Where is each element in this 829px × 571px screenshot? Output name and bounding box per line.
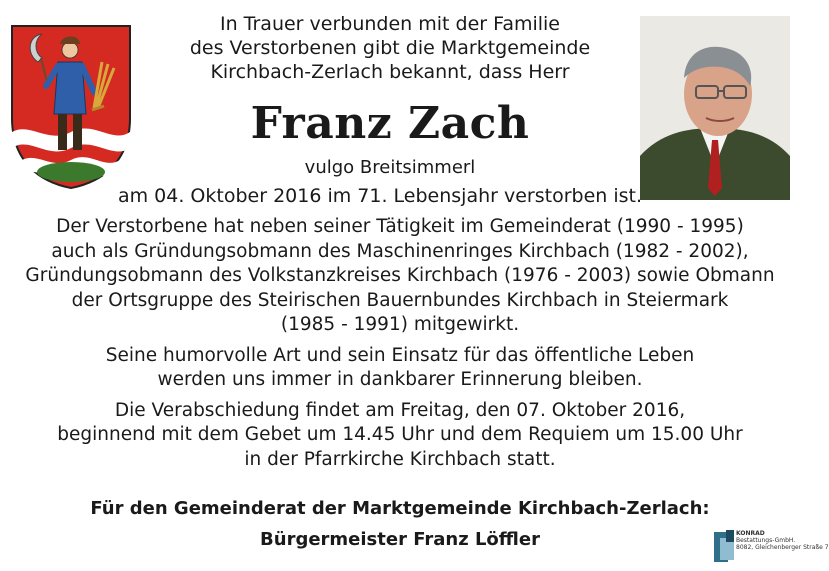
- signature-mayor: Bürgermeister Franz Löffler: [260, 529, 540, 550]
- paragraph-funeral: [10, 399, 790, 473]
- text-line: Der Verstorbene hat neben seiner Tätigkeit im Gemeinderat (1990 - 1995): [56, 216, 744, 237]
- intro-line: Kirchbach-Zerlach bekannt, dass Herr: [210, 61, 570, 83]
- text-line: der Ortsgruppe des Steirischen Bauernbundes Kirchbach in Steiermark: [71, 289, 729, 311]
- text-line: Seine humorvolle Art und sein Einsatz für das öffentliche Leben: [105, 344, 695, 366]
- intro-line: des Verstorbenen gibt die Marktgemeinde: [189, 37, 591, 59]
- signature-council: Für den Gemeinderat der Marktgemeinde Kirchbach-Zerlach:: [90, 498, 710, 519]
- vulgo-name: vulgo Breitsimmerl: [304, 157, 476, 178]
- paragraph-remembrance: [10, 344, 790, 393]
- text-line: auch als Gründungsobmann des Maschinenringes Kirchbach (1982 - 2002),: [51, 240, 749, 262]
- portrait-image-icon: [640, 16, 790, 200]
- paragraph-merits: [10, 215, 790, 338]
- logo-line: Bestattungs-GmbH.: [736, 537, 796, 544]
- announcement-intro: [140, 12, 640, 84]
- obituary-body: [10, 215, 790, 478]
- text-line: werden uns immer in dankbarer Erinnerung bleiben.: [157, 369, 643, 390]
- logo-line: KONRAD: [736, 530, 765, 537]
- funeral-home-logo-text: [736, 530, 829, 551]
- text-line: (1985 - 1991) mitgewirkt.: [280, 314, 520, 335]
- logo-line: 8082, Gleichenberger Straße 7: [736, 544, 829, 551]
- death-date-line: am 04. Oktober 2016 im 71. Lebensjahr verstorben ist.: [117, 185, 643, 207]
- portrait-photo: [640, 16, 790, 200]
- deceased-name: Franz Zach: [250, 98, 530, 149]
- intro-line: In Trauer verbunden mit der Familie: [220, 13, 560, 35]
- text-line: Die Verabschiedung findet am Freitag, den 07. Oktober 2016,: [114, 399, 686, 421]
- text-line: beginnend mit dem Gebet um 14.45 Uhr und dem Requiem um 15.00 Uhr: [57, 424, 743, 445]
- coat-of-arms-icon: [8, 22, 134, 190]
- text-line: in der Pfarrkirche Kirchbach statt.: [244, 448, 556, 470]
- text-line: Gründungsobmann des Volkstanzkreises Kirchbach (1976 - 2003) sowie Obmann: [25, 265, 775, 286]
